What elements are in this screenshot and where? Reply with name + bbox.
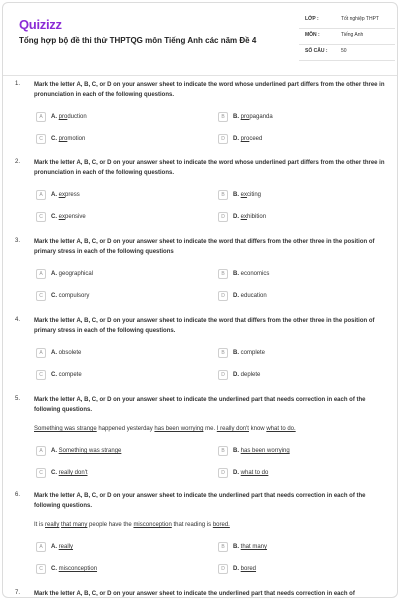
- option-text: A. express: [51, 192, 80, 198]
- option-letter-box: C: [36, 291, 46, 301]
- option-letter-box: B: [218, 269, 228, 279]
- option-letter-box: B: [218, 446, 228, 456]
- option-text: D. proceed: [233, 136, 263, 142]
- option-letter-box: B: [218, 348, 228, 358]
- question-text: Mark the letter A, B, C, or D on your answer sheet to indicate the underlined part that needs correction in each of: [34, 591, 355, 597]
- option-letter-box: D: [218, 291, 228, 301]
- option-letter-box: C: [36, 212, 46, 222]
- option-text: C. expensive: [51, 214, 86, 220]
- question-text: Mark the letter A, B, C, or D on your answer sheet to indicate the word that differs from the other three in the position of primary stress in each of the following questions.: [34, 318, 375, 334]
- question-number: 2.: [15, 159, 21, 165]
- header-divider: [3, 75, 398, 76]
- meta-row-count: [299, 45, 395, 61]
- meta-label: LỚP :: [305, 16, 319, 22]
- option-text: D. bored: [233, 566, 257, 572]
- option-letter-box: D: [218, 134, 228, 144]
- question-text: Mark the letter A, B, C, or D on your answer sheet to indicate the word whose underlined part differs from the other three in pronunciation in each of the following questions.: [34, 82, 385, 98]
- page-title: Tổng hợp bộ đề thi thử THPTQG môn Tiếng Anh các năm Đề 4: [19, 36, 257, 45]
- option-letter-box: A: [36, 446, 46, 456]
- option-text: A. geographical: [51, 271, 94, 277]
- option-letter-box: D: [218, 468, 228, 478]
- question-sentence: It is really that many people have the misconception that reading is bored.: [34, 522, 230, 528]
- option-letter-box: B: [218, 542, 228, 552]
- option-text: C. promotion: [51, 136, 86, 142]
- option-letter-box: C: [36, 134, 46, 144]
- option-text: A. obsolete: [51, 350, 82, 356]
- question-number: 3.: [15, 238, 21, 244]
- meta-row-subject: [299, 29, 395, 45]
- option-letter-box: C: [36, 370, 46, 380]
- meta-row-class: [299, 13, 395, 29]
- option-letter-box: A: [36, 190, 46, 200]
- option-text: C. really don't: [51, 470, 88, 476]
- worksheet-meta: [299, 13, 395, 61]
- option-text: C. compete: [51, 372, 82, 378]
- question-number: 4.: [15, 317, 21, 323]
- question-number: 7.: [15, 590, 21, 596]
- option-text: B. that many: [233, 544, 268, 550]
- meta-label: SỐ CÂU :: [305, 48, 328, 54]
- worksheet-page: [2, 2, 398, 598]
- option-text: C. compulsory: [51, 293, 90, 299]
- option-letter-box: A: [36, 269, 46, 279]
- option-text: B. exciting: [233, 192, 262, 198]
- option-text: A. really: [51, 544, 74, 550]
- option-text: A. Something was strange: [51, 448, 122, 454]
- meta-value: Tiếng Anh: [341, 32, 364, 38]
- quizizz-logo[interactable]: Quizizz: [19, 17, 62, 32]
- worksheet-header: [3, 3, 398, 75]
- option-letter-box: B: [218, 190, 228, 200]
- option-letter-box: A: [36, 348, 46, 358]
- question-number: 5.: [15, 396, 21, 402]
- question-number: 1.: [15, 81, 21, 87]
- option-letter-box: B: [218, 112, 228, 122]
- option-text: B. has been worrying: [233, 448, 290, 454]
- option-letter-box: A: [36, 542, 46, 552]
- option-text: C. misconception: [51, 566, 98, 572]
- option-text: D. deplete: [233, 372, 261, 378]
- option-text: A. production: [51, 114, 87, 120]
- meta-label: MÔN :: [305, 32, 320, 38]
- option-text: D. education: [233, 293, 267, 299]
- option-letter-box: D: [218, 370, 228, 380]
- option-letter-box: D: [218, 564, 228, 574]
- option-letter-box: D: [218, 212, 228, 222]
- option-letter-box: A: [36, 112, 46, 122]
- question-text: Mark the letter A, B, C, or D on your answer sheet to indicate the underlined part that needs correction in each of the following questions.: [34, 397, 366, 413]
- meta-value: 50: [341, 48, 347, 54]
- question-text: Mark the letter A, B, C, or D on your answer sheet to indicate the underlined part that needs correction in each of the following questions.: [34, 493, 366, 509]
- question-sentence: Something was strange happened yesterday has been worrying me. I really don't know what to do.: [34, 426, 296, 432]
- option-text: B. economics: [233, 271, 270, 277]
- question-text: Mark the letter A, B, C, or D on your answer sheet to indicate the word that differs from the other three in the position of primary stress in each of the following questions: [34, 239, 375, 255]
- option-text: B. propaganda: [233, 114, 273, 120]
- meta-value: Tốt nghiệp THPT: [341, 16, 379, 22]
- question-number: 6.: [15, 492, 21, 498]
- option-text: B. complete: [233, 350, 266, 356]
- option-letter-box: C: [36, 468, 46, 478]
- question-text: Mark the letter A, B, C, or D on your answer sheet to indicate the word whose underlined part differs from the other three in pronunciation in each of the following questions.: [34, 160, 385, 176]
- option-text: D. exhibition: [233, 214, 267, 220]
- option-letter-box: C: [36, 564, 46, 574]
- option-text: D. what to do: [233, 470, 269, 476]
